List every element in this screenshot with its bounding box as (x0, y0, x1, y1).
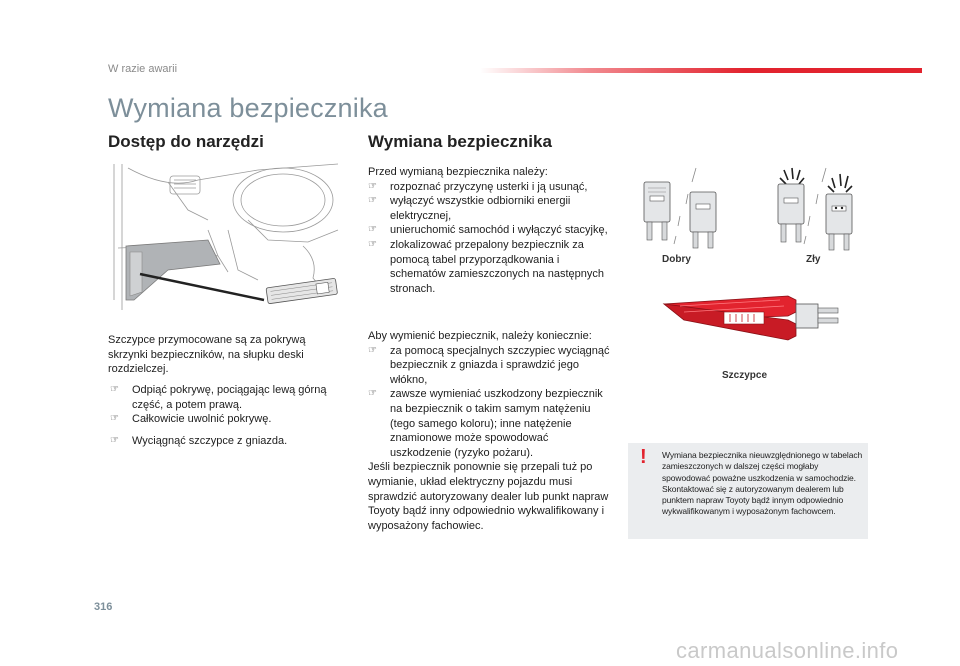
checkbox-arrow-icon: ☞ (368, 224, 377, 236)
dashboard-illustration (108, 160, 342, 312)
replace-block (368, 329, 612, 533)
checkbox-arrow-icon: ☞ (368, 344, 377, 356)
replace-steps-list (368, 344, 612, 461)
tweezers-label: Szczypce (722, 370, 768, 381)
left-paragraph: Szczypce przymocowane są za pokrywą skrzynki bezpieczników, na słupku deski rozdzielczej. (108, 334, 306, 376)
checkbox-arrow-icon: ☞ (110, 413, 119, 425)
list-item: ☞ wyłączyć wszystkie odbiorniki energii elektrycznej, (368, 195, 571, 222)
list-item: ☞ unieruchomić samochód i wyłączyć stacyjkę, (368, 224, 608, 237)
list-item: ☞ Wyciągnąć szczypce z gniazda. (110, 434, 288, 447)
tweezers-icon (664, 296, 838, 340)
section-header: W razie awarii (108, 63, 178, 75)
watermark: carmanualsonline.info (676, 638, 899, 663)
fuse-tweezers-illustration (660, 290, 860, 350)
header-rule (480, 68, 922, 73)
left-steps-list (110, 383, 342, 448)
list-item: ☞ rozpoznać przyczynę usterki i ją usunąć, (368, 180, 588, 193)
good-fuse-label: Dobry (662, 254, 691, 265)
intro-steps-list (368, 180, 608, 297)
fuse-comparison-illustration (630, 164, 870, 264)
checkbox-arrow-icon: ☞ (368, 180, 377, 192)
warning-text: Wymiana bezpiecznika nieuwzględnionego w tabelach zamieszczonych w dalszej części mogłaby spowodować poważne uszkodzenia w samochodzie. Skontaktować się z autoryzowanym dealerem lub punktem napraw Toyoty bądź innym odpowiednio wykwalifikowanym i wyposażonym fachowcem. (662, 450, 863, 517)
page-title: Wymiana bezpiecznika (108, 93, 388, 123)
list-item: ☞ Całkowicie uwolnić pokrywę. (110, 413, 272, 426)
checkbox-arrow-icon: ☞ (368, 195, 377, 207)
warning-icon: ! (640, 446, 647, 468)
right-intro-block (368, 165, 608, 296)
list-item: ☞ Odpiąć pokrywę, pociągając lewą górną część, a potem prawą. (110, 384, 327, 411)
good-fuse-icon (644, 182, 716, 248)
checkbox-arrow-icon: ☞ (368, 388, 377, 400)
list-item: ☞ zawsze wymieniać uszkodzony bezpiecznik na bezpiecznik o takim samym natężeniu (tego samego koloru); inne natężenie znamionowe może spowodować uszkodzenie (ryzyko pożaru). (368, 388, 603, 459)
checkbox-arrow-icon: ☞ (110, 384, 119, 395)
checkbox-arrow-icon: ☞ (368, 238, 377, 250)
page-number: 316 (94, 601, 113, 613)
blown-fuse-icon (778, 168, 852, 250)
list-item: ☞ za pomocą specjalnych szczypiec wyciągnąć bezpiecznik z gniazda i sprawdzić jego włókno, (368, 344, 610, 386)
list-item: ☞ zlokalizować przepalony bezpiecznik za pomocą tabel przyporządkowania i schematów zamieszczonych na następnych stronach. (368, 238, 604, 295)
bad-fuse-label: Zły (806, 254, 821, 265)
left-heading: Dostęp do narzędzi (108, 132, 264, 151)
right-heading: Wymiana bezpiecznika (368, 132, 552, 151)
checkbox-arrow-icon: ☞ (110, 434, 119, 446)
closing-text: Jeśli bezpiecznik ponownie się przepali tuż po wymianie, układ elektryczny pojazdu musi sprawdzić autoryzowany dealer lub punkt napraw Toyoty bądź inny odpowiednio wykwalifikowany i wyposażony fachowiec. (368, 461, 609, 532)
intro-text: Przed wymianą bezpiecznika należy: (368, 166, 548, 178)
replace-intro: Aby wymienić bezpiecznik, należy koniecznie: (368, 330, 592, 342)
